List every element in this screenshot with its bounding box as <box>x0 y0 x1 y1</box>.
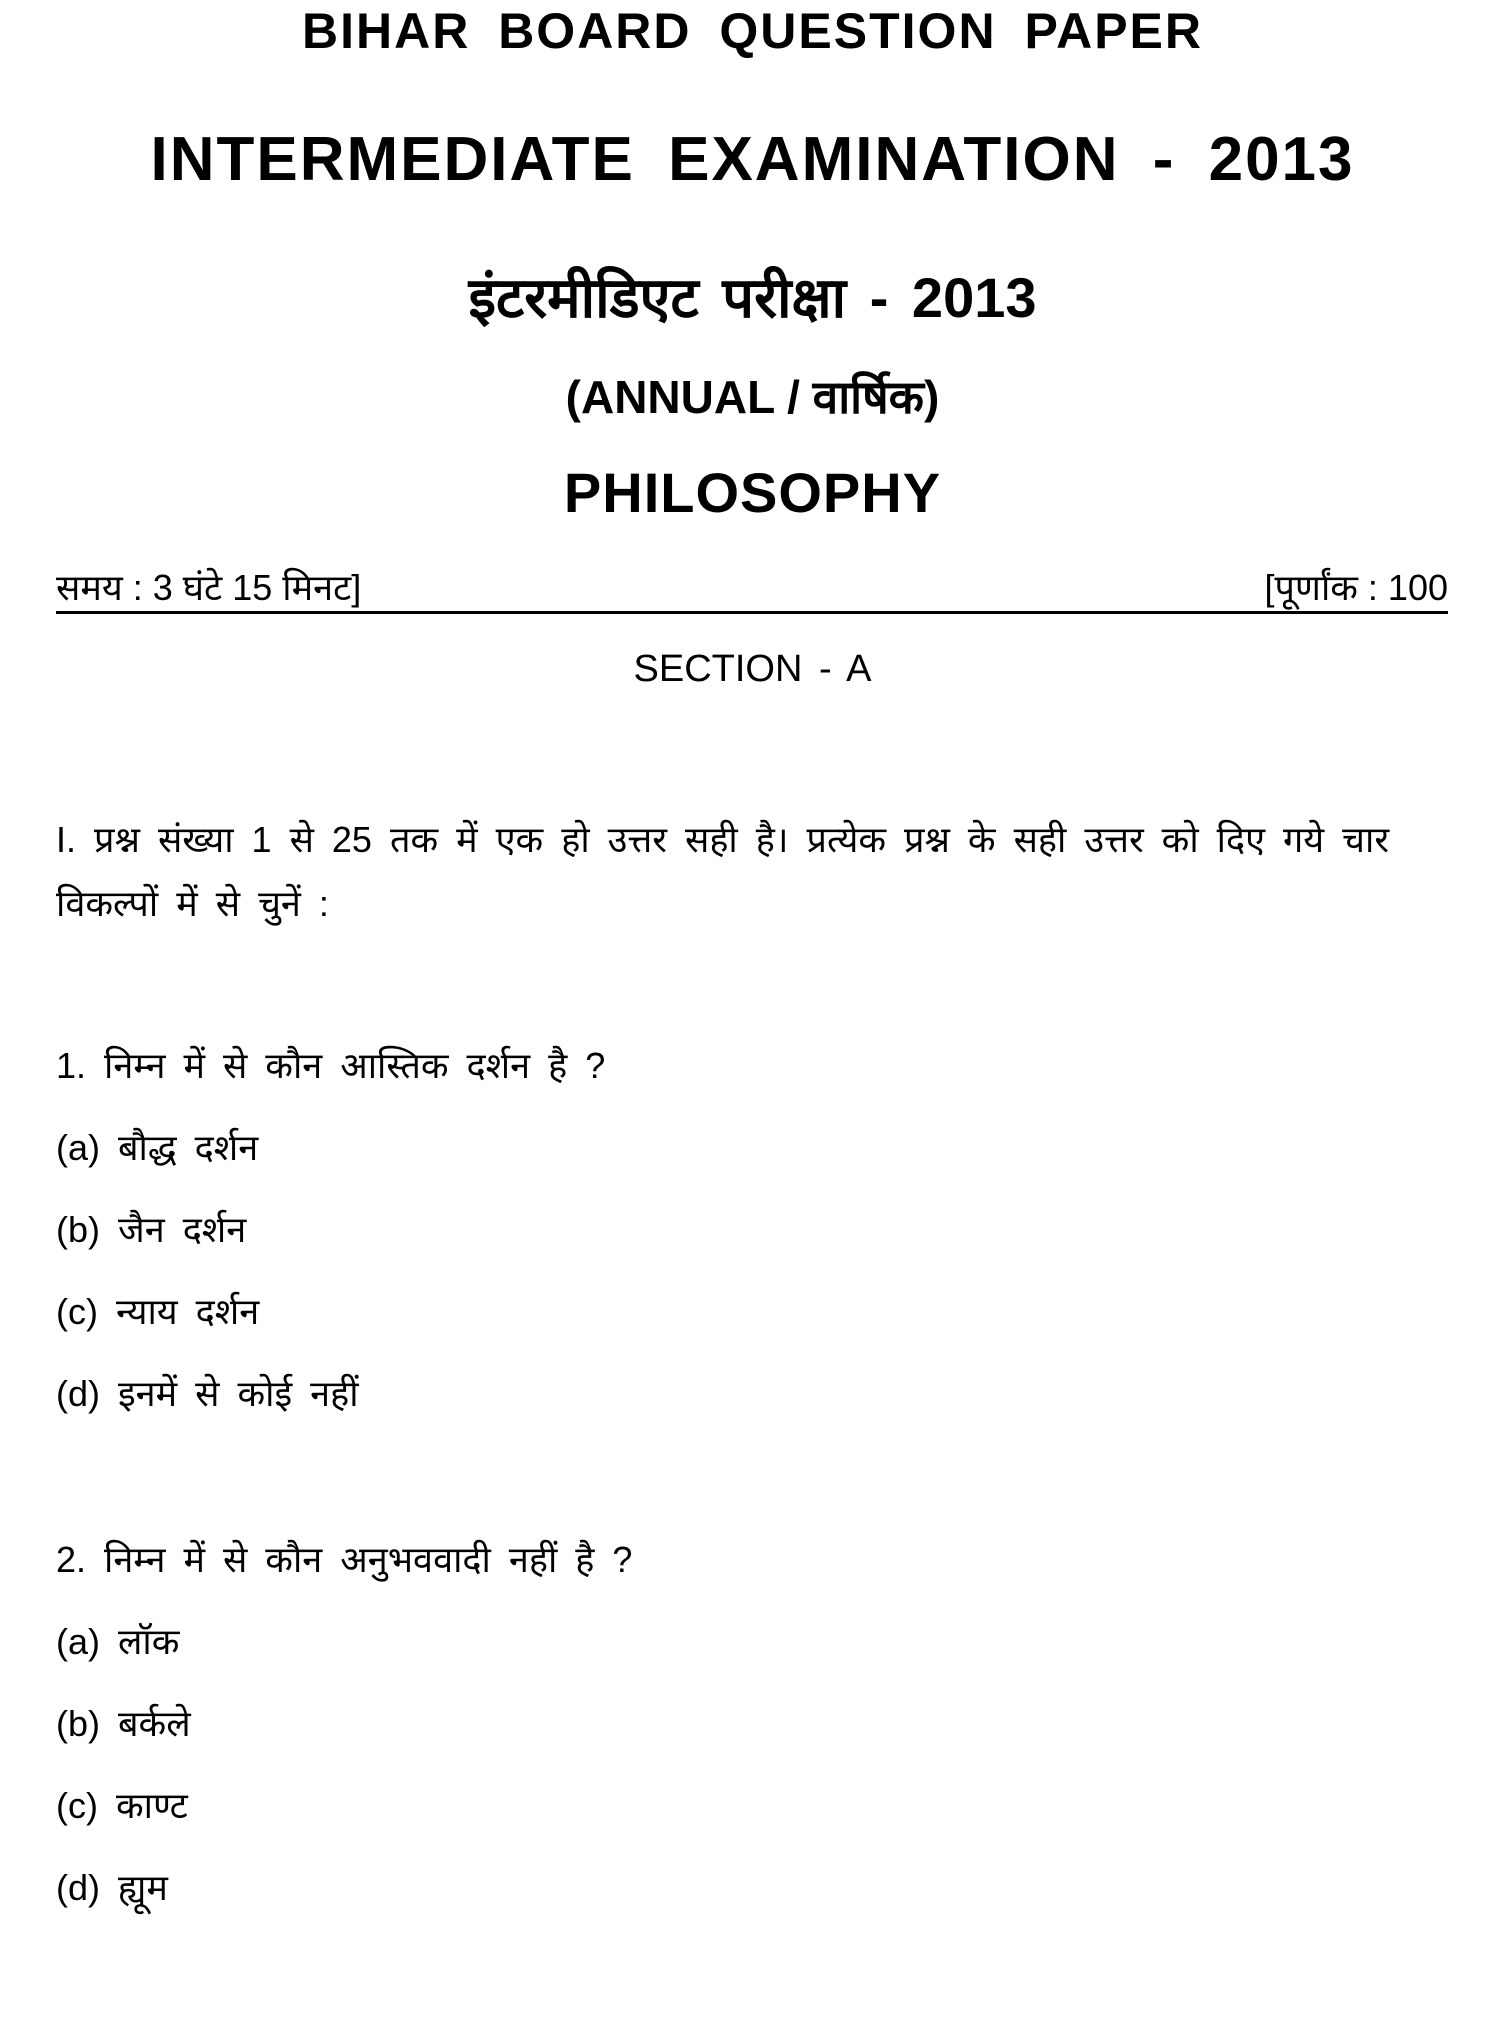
exam-title-hindi: इंटरमीडिएट परीक्षा - 2013 <box>468 266 1037 329</box>
question-1-option-c: (c) न्याय दर्शन <box>56 1291 260 1332</box>
full-marks: [पूर्णांक : 100 <box>1264 567 1448 608</box>
exam-type: (ANNUAL / वार्षिक) <box>565 371 940 423</box>
instructions: I. प्रश्न संख्या 1 से 25 तक में एक हो उत्तर सही है। प्रत्येक प्रश्न के सही उत्तर को दिए गये चार विकल्पों में से चुनें : <box>56 819 1390 924</box>
question-2-option-a: (a) लॉक <box>56 1621 180 1662</box>
time-allowed: समय : 3 घंटे 15 मिनट] <box>56 567 362 608</box>
question-1: 1. निम्न में से कौन आस्तिक दर्शन है ? <box>56 1045 606 1086</box>
board-title: BIHAR BOARD QUESTION PAPER <box>301 3 1203 59</box>
exam-meta-row <box>56 565 1448 614</box>
question-2-option-c: (c) काण्ट <box>56 1785 188 1826</box>
question-1-option-a: (a) बौद्ध दर्शन <box>56 1127 259 1168</box>
question-1-option-d: (d) इनमें से कोई नहीं <box>56 1373 359 1414</box>
exam-title-english: INTERMEDIATE EXAMINATION - 2013 <box>150 125 1355 194</box>
section-heading: SECTION - A <box>633 648 872 690</box>
question-1-option-b: (b) जैन दर्शन <box>56 1209 247 1250</box>
question-2-option-b: (b) बर्कले <box>56 1703 191 1744</box>
question-2-option-d: (d) ह्यूम <box>56 1867 168 1908</box>
question-2: 2. निम्न में से कौन अनुभववादी नहीं है ? <box>56 1539 633 1580</box>
subject-title: PHILOSOPHY <box>563 461 942 524</box>
